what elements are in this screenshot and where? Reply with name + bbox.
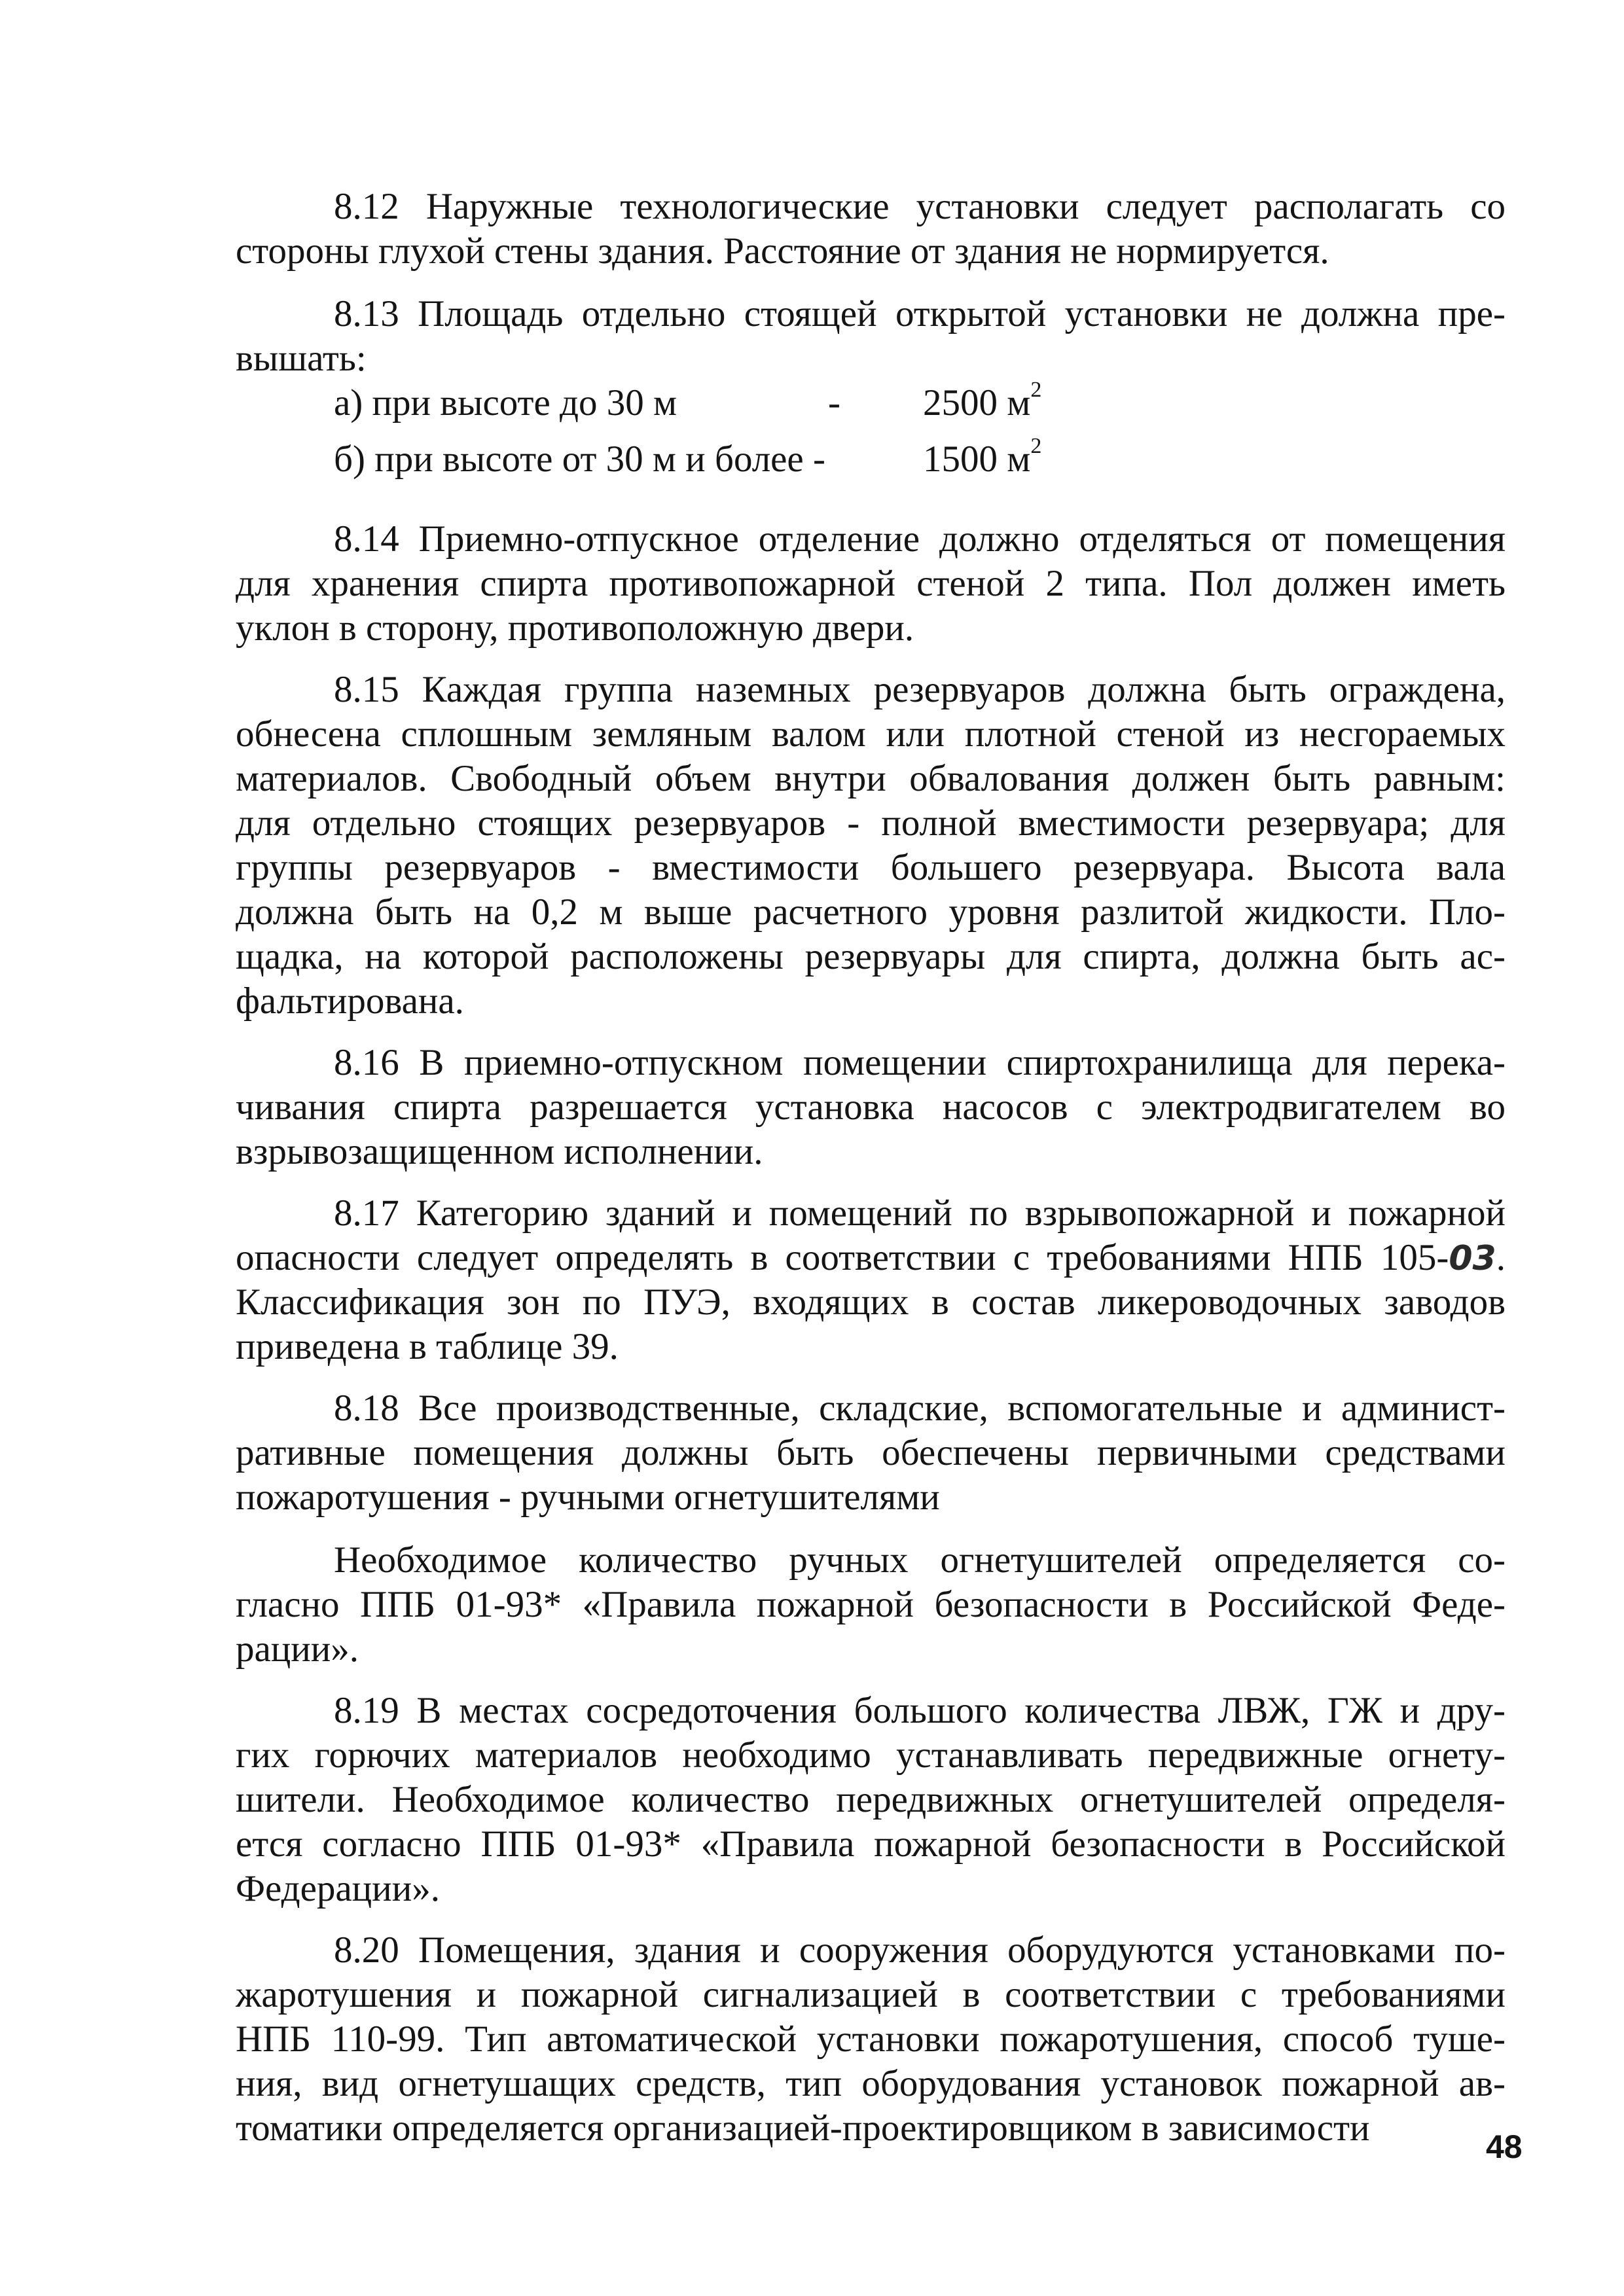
paragraph-8-17-line: приведена в таблице 39. — [236, 1326, 619, 1367]
paragraph-8-13-line: 8.13 Площадь отдельно стоящей открытой установки не должна пре- — [334, 293, 1506, 334]
paragraph-8-19-line: шители. Необходимое количество передвижных огнетушителей определя- — [236, 1779, 1506, 1820]
page-number: 48 — [1486, 2128, 1523, 2165]
paragraph-8-13-line: вышать: — [236, 338, 367, 379]
area-limit-row-a — [334, 378, 1119, 425]
paragraph-8-17-line: 8.17 Категорию зданий и помещений по взрывопожарной и пожарной — [334, 1193, 1506, 1234]
paragraph-8-19-line: 8.19 В местах сосредоточения большого количества ЛВЖ, ГЖ и дру- — [334, 1690, 1506, 1731]
paragraph-8-16-line: чивания спирта разрешается установка насосов с электродвигателем во — [236, 1086, 1506, 1128]
square-unit-superscript: 2 — [1030, 434, 1042, 458]
paragraph-8-20-line: жаротушения и пожарной сигнализацией в соответствии с требованиями — [236, 1974, 1506, 2015]
paragraph-8-17-line: опасности следует определять в соответствии с требованиями НПБ 105-03. — [236, 1237, 1506, 1278]
handwritten-correction: 03 — [1449, 1239, 1496, 1278]
area-limit-value: 2500 $м^2$ — [923, 378, 1042, 423]
paragraph-extinguishers-line: гласно ППБ 01-93* «Правила пожарной безопасности в Российской Феде- — [236, 1584, 1506, 1625]
paragraph-8-12-line: стороны глухой стены здания. Расстояние от здания не нормируется. — [236, 230, 1329, 272]
paragraph-8-15-line: для отдельно стоящих резервуаров - полной вместимости резервуара; для — [236, 802, 1506, 844]
paragraph-8-15-line: щадка, на которой расположены резервуары для спирта, должна быть ас- — [236, 936, 1506, 977]
area-limit-label: а) при высоте до 30 м — [334, 382, 677, 423]
paragraph-extinguishers-line: рации». — [236, 1628, 359, 1670]
paragraph-8-15-line: обнесена сплошным земляным валом или плотной стеной из несгораемых — [236, 713, 1506, 755]
paragraph-8-18-line: 8.18 Все производственные, складские, вспомогательные и админист- — [334, 1388, 1506, 1429]
square-unit-superscript: 2 — [1030, 378, 1042, 402]
paragraph-8-17-line: Классификация зон по ПУЭ, входящих в состав ликероводочных заводов — [236, 1282, 1506, 1323]
paragraph-8-16-line: 8.16 В приемно-отпускном помещении спиртохранилища для перека- — [334, 1042, 1506, 1083]
paragraph-8-15-line: материалов. Свободный объем внутри обвалования должен быть равным: — [236, 758, 1506, 799]
paragraph-8-12-line: 8.12 Наружные технологические установки следует располагать со — [334, 186, 1506, 227]
paragraph-8-20-line: НПБ 110-99. Тип автоматической установки пожаротушения, способ туше- — [236, 2018, 1506, 2060]
paragraph-8-20-line: 8.20 Помещения, здания и сооружения оборудуются установками по- — [334, 1929, 1506, 1971]
area-limit-label: б) при высоте от 30 м и более - — [334, 439, 825, 480]
paragraph-8-20-line: ния, вид огнетушащих средств, тип оборудования установок пожарной ав- — [236, 2063, 1506, 2104]
paragraph-extinguishers-line: Необходимое количество ручных огнетушителей определяется со- — [334, 1539, 1506, 1581]
area-limit-value: 1500 $м^2$ — [923, 434, 1042, 480]
paragraph-8-15-line: фальтирована. — [236, 980, 464, 1022]
paragraph-8-18-line: пожаротушения - ручными огнетушителями — [236, 1477, 940, 1518]
paragraph-8-20-line: томатики определяется организацией-проектировщиком в зависимости — [236, 2108, 1370, 2149]
paragraph-8-15-line: группы резервуаров - вместимости большего резервуара. Высота вала — [236, 847, 1506, 888]
paragraph-8-16-line: взрывозащищенном исполнении. — [236, 1131, 763, 1172]
area-limit-dash: - — [828, 382, 840, 423]
paragraph-8-18-line: ративные помещения должны быть обеспечены первичными средствами — [236, 1432, 1506, 1473]
paragraph-8-15-line: 8.15 Каждая группа наземных резервуаров должна быть ограждена, — [334, 669, 1506, 710]
paragraph-8-19-line: гих горючих материалов необходимо устанавливать передвижные огнету- — [236, 1734, 1506, 1776]
area-limit-row-b — [334, 434, 1119, 482]
paragraph-8-14-line: 8.14 Приемно-отпускное отделение должно отделяться от помещения — [334, 518, 1506, 560]
paragraph-8-19-line: ется согласно ППБ 01-93* «Правила пожарной безопасности в Российской — [236, 1823, 1506, 1865]
paragraph-8-15-line: должна быть на 0,2 м выше расчетного уровня разлитой жидкости. Пло- — [236, 891, 1506, 933]
paragraph-8-14-line: уклон в сторону, противоположную двери. — [236, 607, 914, 649]
paragraph-8-14-line: для хранения спирта противопожарной стеной 2 типа. Пол должен иметь — [236, 563, 1506, 604]
paragraph-8-19-line: Федерации». — [236, 1868, 440, 1909]
